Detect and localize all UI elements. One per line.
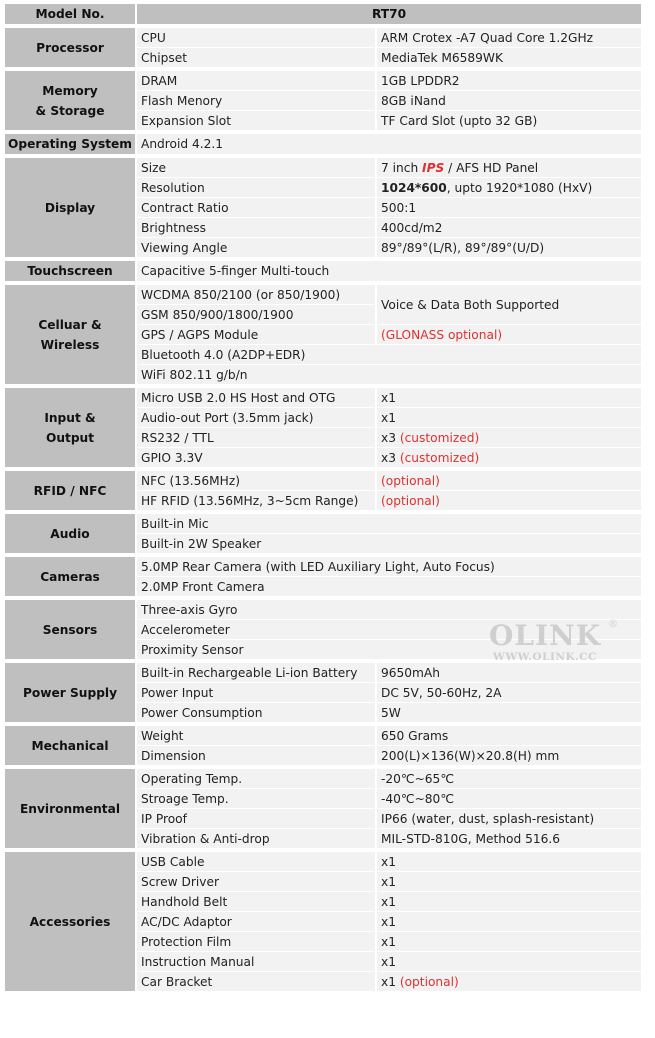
spec-label: WCDMA 850/2100 (or 850/1900) xyxy=(137,285,375,304)
table-row xyxy=(5,388,641,407)
spec-value: x1 xyxy=(377,892,641,911)
size-text: 7 inch xyxy=(381,160,423,175)
spec-label: Resolution xyxy=(137,178,375,197)
category-touchscreen: Touchscreen xyxy=(5,261,135,281)
category-io xyxy=(5,388,135,467)
spec-label: NFC (13.56MHz) xyxy=(137,471,375,490)
table-row xyxy=(5,471,641,490)
table-header-row xyxy=(5,4,641,24)
spec-value: Android 4.2.1 xyxy=(137,134,641,154)
spec-value: Proximity Sensor xyxy=(137,640,641,659)
spec-label: AC/DC Adaptor xyxy=(137,912,375,931)
category-audio: Audio xyxy=(5,514,135,553)
table-row xyxy=(5,28,641,47)
resolution-native: 1024*600 xyxy=(381,180,447,195)
spec-table xyxy=(3,3,643,992)
qty: x1 xyxy=(381,974,400,989)
spec-label: Dimension xyxy=(137,746,375,765)
watermark-url: WWW.OLINK.CC xyxy=(493,651,597,663)
table-row xyxy=(5,726,641,745)
spec-value: Capacitive 5-finger Multi-touch xyxy=(137,261,641,281)
spec-value: WiFi 802.11 g/b/n xyxy=(137,365,641,384)
spec-value: x1 xyxy=(377,408,641,427)
spec-value: 9650mAh xyxy=(377,663,641,682)
category-display: Display xyxy=(5,158,135,257)
panel-text: / AFS HD Panel xyxy=(444,160,539,175)
spec-value: 2.0MP Front Camera xyxy=(137,577,641,596)
table-row xyxy=(5,557,641,576)
spec-value xyxy=(377,428,641,447)
spec-value: 200(L)×136(W)×20.8(H) mm xyxy=(377,746,641,765)
category-mechanical: Mechanical xyxy=(5,726,135,765)
spec-label: Viewing Angle xyxy=(137,238,375,257)
spec-value: -20℃~65℃ xyxy=(377,769,641,788)
spec-label: Weight xyxy=(137,726,375,745)
spec-label: Instruction Manual xyxy=(137,952,375,971)
spec-label: Flash Menory xyxy=(137,91,375,110)
category-processor: Processor xyxy=(5,28,135,67)
spec-label: Audio-out Port (3.5mm jack) xyxy=(137,408,375,427)
category-environmental: Environmental xyxy=(5,769,135,848)
spec-value: 89°/89°(L/R), 89°/89°(U/D) xyxy=(377,238,641,257)
spec-label: Stroage Temp. xyxy=(137,789,375,808)
olink-watermark-logo xyxy=(470,621,620,669)
model-name: RT70 xyxy=(137,4,641,24)
ips-text: IPS xyxy=(422,160,445,175)
model-no-label: Model No. xyxy=(5,4,135,24)
qty: x3 xyxy=(381,430,400,445)
spec-value: DC 5V, 50-60Hz, 2A xyxy=(377,683,641,702)
spec-value: (GLONASS optional) xyxy=(377,325,641,344)
category-io-line1: Input & xyxy=(44,410,96,425)
spec-label: DRAM xyxy=(137,71,375,90)
spec-label: Size xyxy=(137,158,375,177)
spec-value: 8GB iNand xyxy=(377,91,641,110)
spec-label: USB Cable xyxy=(137,852,375,871)
spec-value: TF Card Slot (upto 32 GB) xyxy=(377,111,641,130)
spec-value: -40℃~80℃ xyxy=(377,789,641,808)
spec-value: Voice & Data Both Supported xyxy=(377,285,641,324)
registered-mark-icon: ® xyxy=(608,619,618,630)
qty: x3 xyxy=(381,450,400,465)
category-memory-line1: Memory xyxy=(42,83,98,98)
spec-value xyxy=(377,972,641,991)
spec-label: Protection Film xyxy=(137,932,375,951)
category-sensors: Sensors xyxy=(5,600,135,659)
spec-value: x1 xyxy=(377,912,641,931)
spec-value: 400cd/m2 xyxy=(377,218,641,237)
spec-value: x1 xyxy=(377,388,641,407)
spec-label: HF RFID (13.56MHz, 3~5cm Range) xyxy=(137,491,375,510)
spec-label: Screw Driver xyxy=(137,872,375,891)
category-io-line2: Output xyxy=(45,430,95,445)
spec-value: 500:1 xyxy=(377,198,641,217)
category-cameras: Cameras xyxy=(5,557,135,596)
spec-value: MediaTek M6589WK xyxy=(377,48,641,67)
spec-value: 5.0MP Rear Camera (with LED Auxiliary Light, Auto Focus) xyxy=(137,557,641,576)
spec-label: Vibration & Anti-drop xyxy=(137,829,375,848)
spec-value: Built-in 2W Speaker xyxy=(137,534,641,553)
spec-value: (optional) xyxy=(377,471,641,490)
spec-value: IP66 (water, dust, splash-resistant) xyxy=(377,809,641,828)
table-row xyxy=(5,134,641,154)
table-row xyxy=(5,600,641,619)
spec-value: x1 xyxy=(377,872,641,891)
spec-value: Built-in Mic xyxy=(137,514,641,533)
spec-value: x1 xyxy=(377,932,641,951)
optional-note: (optional) xyxy=(399,974,459,989)
spec-label: Chipset xyxy=(137,48,375,67)
spec-label: CPU xyxy=(137,28,375,47)
watermark-name: OLINK xyxy=(488,619,602,652)
category-cellular xyxy=(5,285,135,384)
spec-label: Power Consumption xyxy=(137,703,375,722)
category-accessories: Accessories xyxy=(5,852,135,991)
spec-label: Handhold Belt xyxy=(137,892,375,911)
category-cellular-line2: Wireless xyxy=(40,337,100,352)
table-row xyxy=(5,514,641,533)
spec-label: GPS / AGPS Module xyxy=(137,325,375,344)
category-power: Power Supply xyxy=(5,663,135,722)
table-row xyxy=(5,852,641,871)
spec-value: x1 xyxy=(377,952,641,971)
table-row xyxy=(5,769,641,788)
table-row xyxy=(5,261,641,281)
spec-label: Brightness xyxy=(137,218,375,237)
spec-label: GPIO 3.3V xyxy=(137,448,375,467)
category-memory xyxy=(5,71,135,130)
spec-value: (optional) xyxy=(377,491,641,510)
spec-value: Accelerometer xyxy=(137,620,641,639)
spec-value: Three-axis Gyro xyxy=(137,600,641,619)
spec-value xyxy=(377,448,641,467)
spec-value: ARM Crotex -A7 Quad Core 1.2GHz xyxy=(377,28,641,47)
spec-value xyxy=(377,178,641,197)
spec-label: IP Proof xyxy=(137,809,375,828)
table-row xyxy=(5,285,641,304)
category-os: Operating System xyxy=(5,134,135,154)
category-rfid: RFID / NFC xyxy=(5,471,135,510)
category-memory-line2: & Storage xyxy=(35,103,105,118)
spec-label: Operating Temp. xyxy=(137,769,375,788)
spec-label: Contract Ratio xyxy=(137,198,375,217)
spec-label: RS232 / TTL xyxy=(137,428,375,447)
spec-value: 5W xyxy=(377,703,641,722)
table-row xyxy=(5,71,641,90)
spec-label: Car Bracket xyxy=(137,972,375,991)
spec-label: Power Input xyxy=(137,683,375,702)
spec-label: Expansion Slot xyxy=(137,111,375,130)
spec-value: Bluetooth 4.0 (A2DP+EDR) xyxy=(137,345,641,364)
spec-label: Micro USB 2.0 HS Host and OTG xyxy=(137,388,375,407)
table-row xyxy=(5,158,641,177)
spec-value: x1 xyxy=(377,852,641,871)
customized-note: (customized) xyxy=(399,450,480,465)
spec-label: Built-in Rechargeable Li-ion Battery xyxy=(137,663,375,682)
spec-value: 650 Grams xyxy=(377,726,641,745)
customized-note: (customized) xyxy=(399,430,480,445)
category-cellular-line1: Celluar & xyxy=(38,317,102,332)
spec-label: GSM 850/900/1800/1900 xyxy=(137,305,375,324)
spec-value: MIL-STD-810G, Method 516.6 xyxy=(377,829,641,848)
spec-value xyxy=(377,158,641,177)
spec-value: 1GB LPDDR2 xyxy=(377,71,641,90)
resolution-upto: , upto 1920*1080 (HxV) xyxy=(446,180,593,195)
